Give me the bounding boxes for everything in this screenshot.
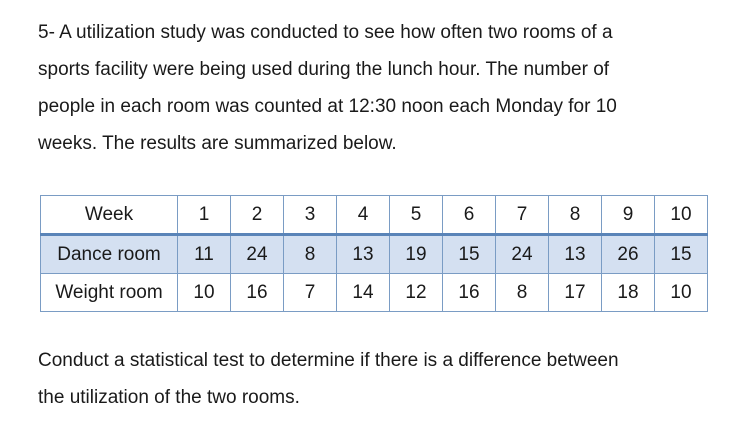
problem-line-3: people in each room was counted at 12:30 noon each Monday for 10: [38, 96, 617, 117]
problem-line-2: sports facility were being used during the lunch hour. The number of: [38, 59, 610, 80]
weight-cell: 14: [337, 274, 390, 312]
dance-cell: 26: [602, 235, 655, 274]
week-cell: 7: [496, 196, 549, 235]
problem-line-4: weeks. The results are summarized below.: [38, 133, 397, 154]
dance-cell: 13: [337, 235, 390, 274]
weight-cell: 18: [602, 274, 655, 312]
dance-cell: 24: [231, 235, 284, 274]
week-cell: 6: [443, 196, 496, 235]
weight-cell: 16: [443, 274, 496, 312]
weight-room-row: [41, 274, 708, 312]
data-table-container: [40, 195, 708, 312]
weight-cell: 10: [655, 274, 708, 312]
dance-cell: 15: [443, 235, 496, 274]
week-cell: 5: [390, 196, 443, 235]
dance-cell: 24: [496, 235, 549, 274]
weight-room-label: Weight room: [41, 274, 178, 312]
week-cell: 2: [231, 196, 284, 235]
question-line-1: Conduct a statistical test to determine if there is a difference between: [38, 350, 619, 371]
weight-cell: 12: [390, 274, 443, 312]
week-cell: 4: [337, 196, 390, 235]
weight-cell: 10: [178, 274, 231, 312]
dance-cell: 11: [178, 235, 231, 274]
dance-room-row: [41, 235, 708, 274]
table-header-row: [41, 196, 708, 235]
weight-cell: 7: [284, 274, 337, 312]
week-label: Week: [41, 196, 178, 235]
week-cell: 10: [655, 196, 708, 235]
problem-statement: [38, 14, 728, 162]
dance-cell: 19: [390, 235, 443, 274]
weight-cell: 8: [496, 274, 549, 312]
weight-cell: 17: [549, 274, 602, 312]
question-line-2: the utilization of the two rooms.: [38, 387, 300, 408]
question-text: [38, 342, 728, 416]
weight-cell: 16: [231, 274, 284, 312]
utilization-table: [40, 195, 708, 312]
dance-cell: 15: [655, 235, 708, 274]
week-cell: 3: [284, 196, 337, 235]
dance-cell: 13: [549, 235, 602, 274]
week-cell: 9: [602, 196, 655, 235]
dance-room-label: Dance room: [41, 235, 178, 274]
week-cell: 8: [549, 196, 602, 235]
problem-line-1: 5- A utilization study was conducted to see how often two rooms of a: [38, 22, 613, 43]
dance-cell: 8: [284, 235, 337, 274]
week-cell: 1: [178, 196, 231, 235]
